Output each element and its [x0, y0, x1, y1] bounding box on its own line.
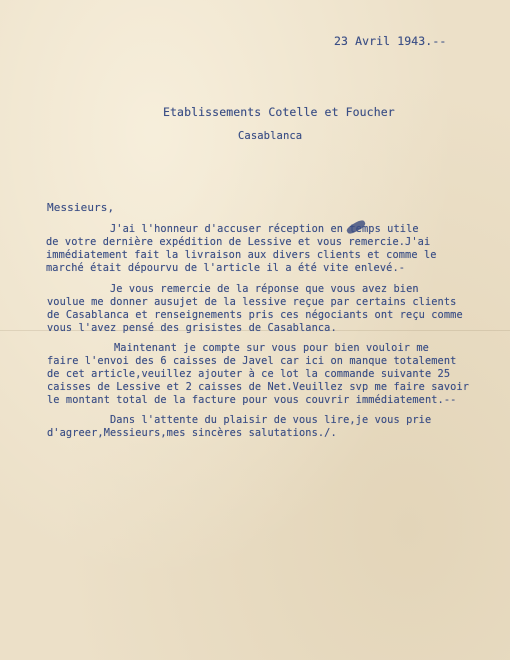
body-line: de cet article,veuillez ajouter à ce lot la commande suivante 25: [47, 368, 451, 380]
body-line: Je vous remercie de la réponse que vous avez bien: [110, 283, 419, 295]
body-line: vous l'avez pensé des grisistes de Casablanca.: [47, 322, 337, 334]
body-line: immédiatement fait la livraison aux divers clients et comme le: [46, 249, 437, 261]
body-line: marché était dépourvu de l'article il a été vite enlevé.-: [46, 262, 406, 274]
recipient-city: Casablanca: [238, 130, 303, 142]
body-line: de Casablanca et renseignements pris ces négociants ont reçu comme: [47, 309, 463, 321]
body-line: d'agreer,Messieurs,mes sincères salutations./.: [47, 427, 337, 439]
body-line: Maintenant je compte sur vous pour bien vouloir me: [114, 342, 429, 354]
body-line: caisses de Lessive et 2 caisses de Net.Veuillez svp me faire savoir: [47, 381, 470, 393]
recipient-company: Etablissements Cotelle et Foucher: [163, 105, 395, 119]
letter-greeting: Messieurs,: [47, 201, 115, 214]
body-line: voulue me donner ausujet de la lessive reçue par certains clients: [47, 296, 457, 308]
body-line: le montant total de la facture pour vous couvrir immédiatement.--: [47, 394, 457, 406]
body-line: faire l'envoi des 6 caisses de Javel car ici on manque totalement: [47, 355, 457, 367]
letter-date: 23 Avril 1943.--: [334, 34, 447, 48]
body-line: Dans l'attente du plaisir de vous lire,je vous prie: [110, 414, 432, 426]
body-line: de votre dernière expédition de Lessive et vous remercie.J'ai: [46, 236, 431, 248]
body-line: J'ai l'honneur d'accuser réception en temps utile: [110, 223, 419, 235]
